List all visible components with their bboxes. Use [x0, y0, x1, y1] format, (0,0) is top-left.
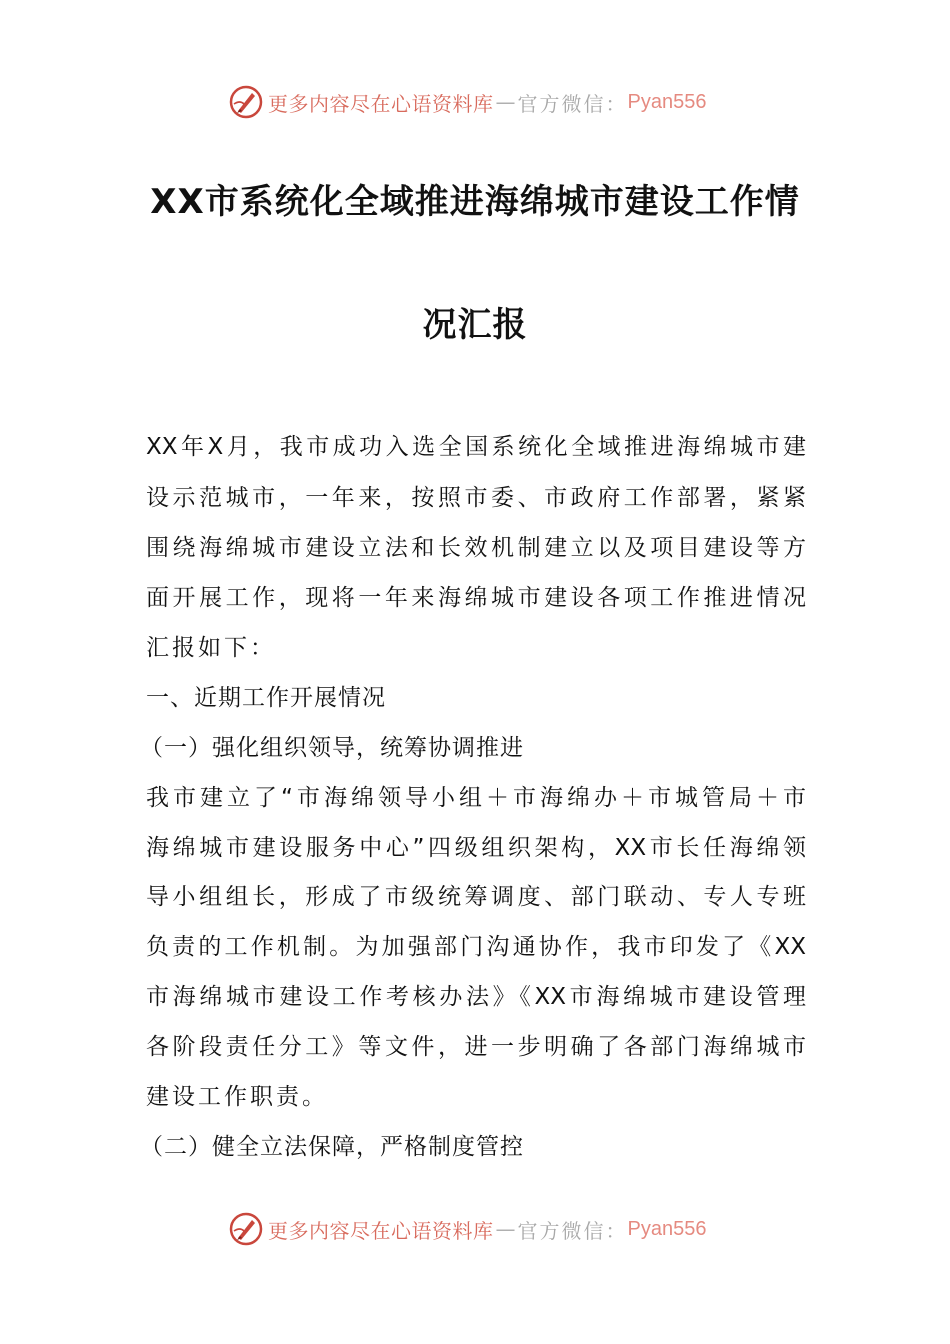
subsection-heading-1: （一）强化组织领导，统筹协调推进 [140, 735, 524, 761]
body-line-10: 导小组组长，形成了市级统筹调度、部门联动、专人专班 [146, 884, 806, 910]
banner-wechat-id: Pyan556 [627, 90, 707, 113]
body-line-1: XX年X月，我市成功入选全国系统化全域推进海绵城市建 [146, 434, 806, 460]
subsection-heading-2: （二）健全立法保障，严格制度管控 [140, 1134, 524, 1160]
banner-dash: — [495, 1217, 516, 1241]
body-line-2: 设示范城市，一年来，按照市委、市政府工作部署，紧紧 [146, 485, 806, 511]
banner-slogan: 更多内容尽在心语资料库 [268, 1218, 494, 1243]
footer-watermark-banner [228, 1209, 706, 1249]
body-line-8: 我市建立了“市海绵领导小组＋市海绵办＋市城管局＋市 [146, 785, 806, 811]
header-watermark-banner [228, 82, 706, 122]
body-line-4: 面开展工作，现将一年来海绵城市建设各项工作推进情况 [146, 585, 806, 611]
body-line-3: 围绕海绵城市建设立法和长效机制建立以及项目建设等方 [146, 535, 806, 561]
document-title-line-2: 况汇报 [422, 305, 528, 345]
banner-wechat-id: Pyan556 [627, 1217, 707, 1240]
banner-dash: — [495, 90, 516, 114]
body-line-13: 各阶段责任分工》等文件，进一步明确了各部门海绵城市 [146, 1034, 806, 1060]
section-heading-1: 一、近期工作开展情况 [146, 685, 386, 711]
body-line-11: 负责的工作机制。为加强部门沟通协作，我市印发了《XX [146, 934, 806, 960]
body-line-14: 建设工作职责。 [146, 1084, 328, 1110]
banner-slogan: 更多内容尽在心语资料库 [268, 91, 494, 116]
body-line-5: 汇报如下： [146, 635, 276, 661]
banner-official-label: 官方微信： [517, 91, 628, 116]
body-line-12: 市海绵城市建设工作考核办法》《XX市海绵城市建设管理 [146, 984, 806, 1010]
document-title-line-1: XX市系统化全域推进海绵城市建设工作情 [150, 182, 800, 222]
quill-logo-icon [228, 1211, 264, 1247]
body-line-9: 海绵城市建设服务中心”四级组织架构，XX市长任海绵领 [146, 835, 806, 861]
quill-logo-icon [228, 84, 264, 120]
banner-official-label: 官方微信： [517, 1218, 628, 1243]
